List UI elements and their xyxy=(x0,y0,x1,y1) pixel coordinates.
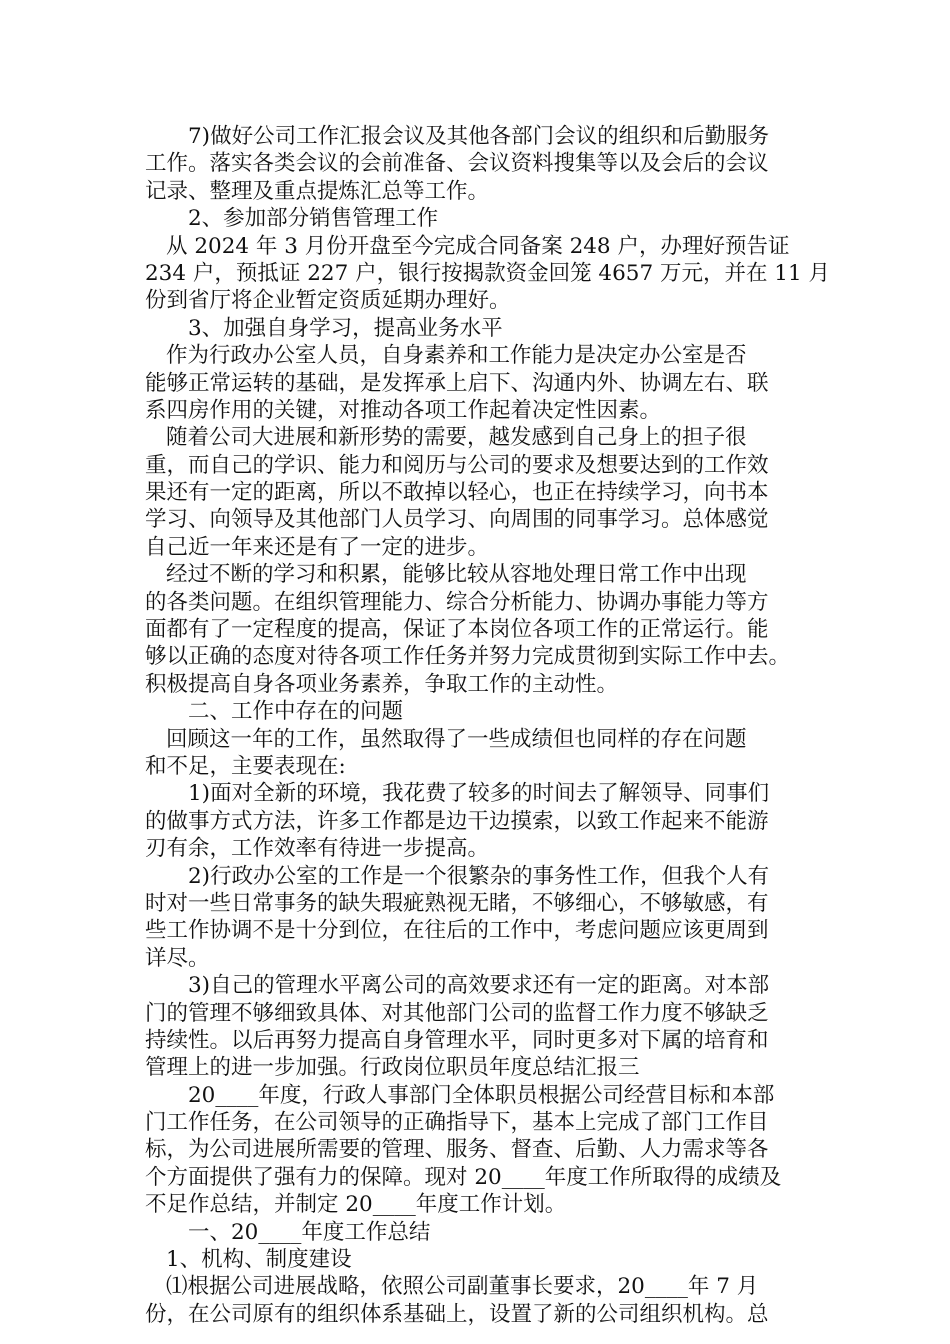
text-line: 和不足，主要表现在: xyxy=(145,753,346,779)
text-line: 234 户，预抵证 227 户，银行按揭款资金回笼 4657 万元，并在 11 月 xyxy=(145,260,830,286)
text-line: 2、参加部分销售管理工作 xyxy=(188,206,439,232)
text-line: 些工作协调不是十分到位，在往后的工作中，考虑问题应该更周到 xyxy=(145,918,769,944)
text-line: 刃有余，工作效率有待进一步提高。 xyxy=(145,836,490,862)
text-line: 门的管理不够细致具体、对其他部门公司的监督工作力度不够缺乏 xyxy=(145,1000,769,1026)
text-line: 从 2024 年 3 月份开盘至今完成合同备案 248 户，办理好预告证 xyxy=(166,233,790,259)
text-line: 详尽。 xyxy=(145,945,210,971)
text-line: 份，在公司原有的组织体系基础上，设置了新的公司组织机构。总 xyxy=(145,1301,769,1327)
text-line: 二、工作中存在的问题 xyxy=(188,699,404,725)
text-line: 的各类问题。在组织管理能力、综合分析能力、协调办事能力等方 xyxy=(145,589,769,615)
text-line: 个方面提供了强有力的保障。现对 20____年度工作所取得的成绩及 xyxy=(145,1164,782,1190)
text-line: 3)自己的管理水平离公司的高效要求还有一定的距离。对本部 xyxy=(188,973,770,999)
text-line: 回顾这一年的工作，虽然取得了一些成绩但也同样的存在问题 xyxy=(166,726,747,752)
text-line: 学习、向领导及其他部门人员学习、向周围的同事学习。总体感觉 xyxy=(145,507,769,533)
text-line: 积极提高自身各项业务素养，争取工作的主动性。 xyxy=(145,671,619,697)
text-line: 一、20____年度工作总结 xyxy=(188,1219,431,1245)
text-line: 7)做好公司工作汇报会议及其他各部门会议的组织和后勤服务 xyxy=(188,124,770,149)
text-line: ⑴根据公司进展战略，依照公司副董事长要求，20____年 7 月 xyxy=(166,1274,759,1300)
text-line: 能够正常运转的基础，是发挥承上启下、沟通内外、协调左右、联 xyxy=(145,370,769,396)
text-line: 2)行政办公室的工作是一个很繁杂的事务性工作，但我个人有 xyxy=(188,863,770,889)
document-page xyxy=(145,123,830,1328)
text-line: 作为行政办公室人员，自身素养和工作能力是决定办公室是否 xyxy=(166,343,747,369)
text-line: 管理上的进一步加强。行政岗位职员年度总结汇报三 xyxy=(145,1055,640,1081)
text-line: 持续性。以后再努力提高自身管理水平，同时更多对下属的培育和 xyxy=(145,1027,769,1053)
text-line: 的做事方式方法，许多工作都是边干边摸索，以致工作起来不能游 xyxy=(145,808,769,834)
text-line: 门工作任务，在公司领导的正确指导下，基本上完成了部门工作目 xyxy=(145,1110,769,1136)
text-line: 随着公司大进展和新形势的需要，越发感到自己身上的担子很 xyxy=(166,425,747,451)
text-line: 不足作总结，并制定 20____年度工作计划。 xyxy=(145,1192,567,1218)
text-line: 工作。落实各类会议的会前准备、会议资料搜集等以及会后的会议 xyxy=(145,151,769,177)
text-line: 1)面对全新的环境，我花费了较多的时间去了解领导、同事们 xyxy=(188,781,770,807)
text-line: 重，而自己的学识、能力和阅历与公司的要求及想要达到的工作效 xyxy=(145,452,769,478)
text-line: 果还有一定的距离，所以不敢掉以轻心，也正在持续学习，向书本 xyxy=(145,480,769,506)
text-line: 自己近一年来还是有了一定的进步。 xyxy=(145,534,490,560)
text-line: 面都有了一定程度的提高，保证了本岗位各项工作的正常运行。能 xyxy=(145,617,769,643)
text-line: 时对一些日常事务的缺失瑕疵熟视无睹，不够细心，不够敏感，有 xyxy=(145,890,769,916)
text-line: 1、机构、制度建设 xyxy=(166,1247,352,1273)
text-line: 够以正确的态度对待各项工作任务并努力完成贯彻到实际工作中去。 xyxy=(145,644,791,670)
text-line: 标，为公司进展所需要的管理、服务、督查、后勤、人力需求等各 xyxy=(145,1137,769,1163)
text-line: 系四房作用的关键，对推动各项工作起着决定性因素。 xyxy=(145,397,662,423)
text-line: 记录、整理及重点提炼汇总等工作。 xyxy=(145,178,490,204)
text-line: 份到省厅将企业暂定资质延期办理好。 xyxy=(145,288,511,314)
text-line: 3、加强自身学习，提高业务水平 xyxy=(188,315,503,341)
text-line: 20____年度，行政人事部门全体职员根据公司经营目标和本部 xyxy=(188,1082,775,1108)
text-line: 经过不断的学习和积累，能够比较从容地处理日常工作中出现 xyxy=(166,562,747,588)
